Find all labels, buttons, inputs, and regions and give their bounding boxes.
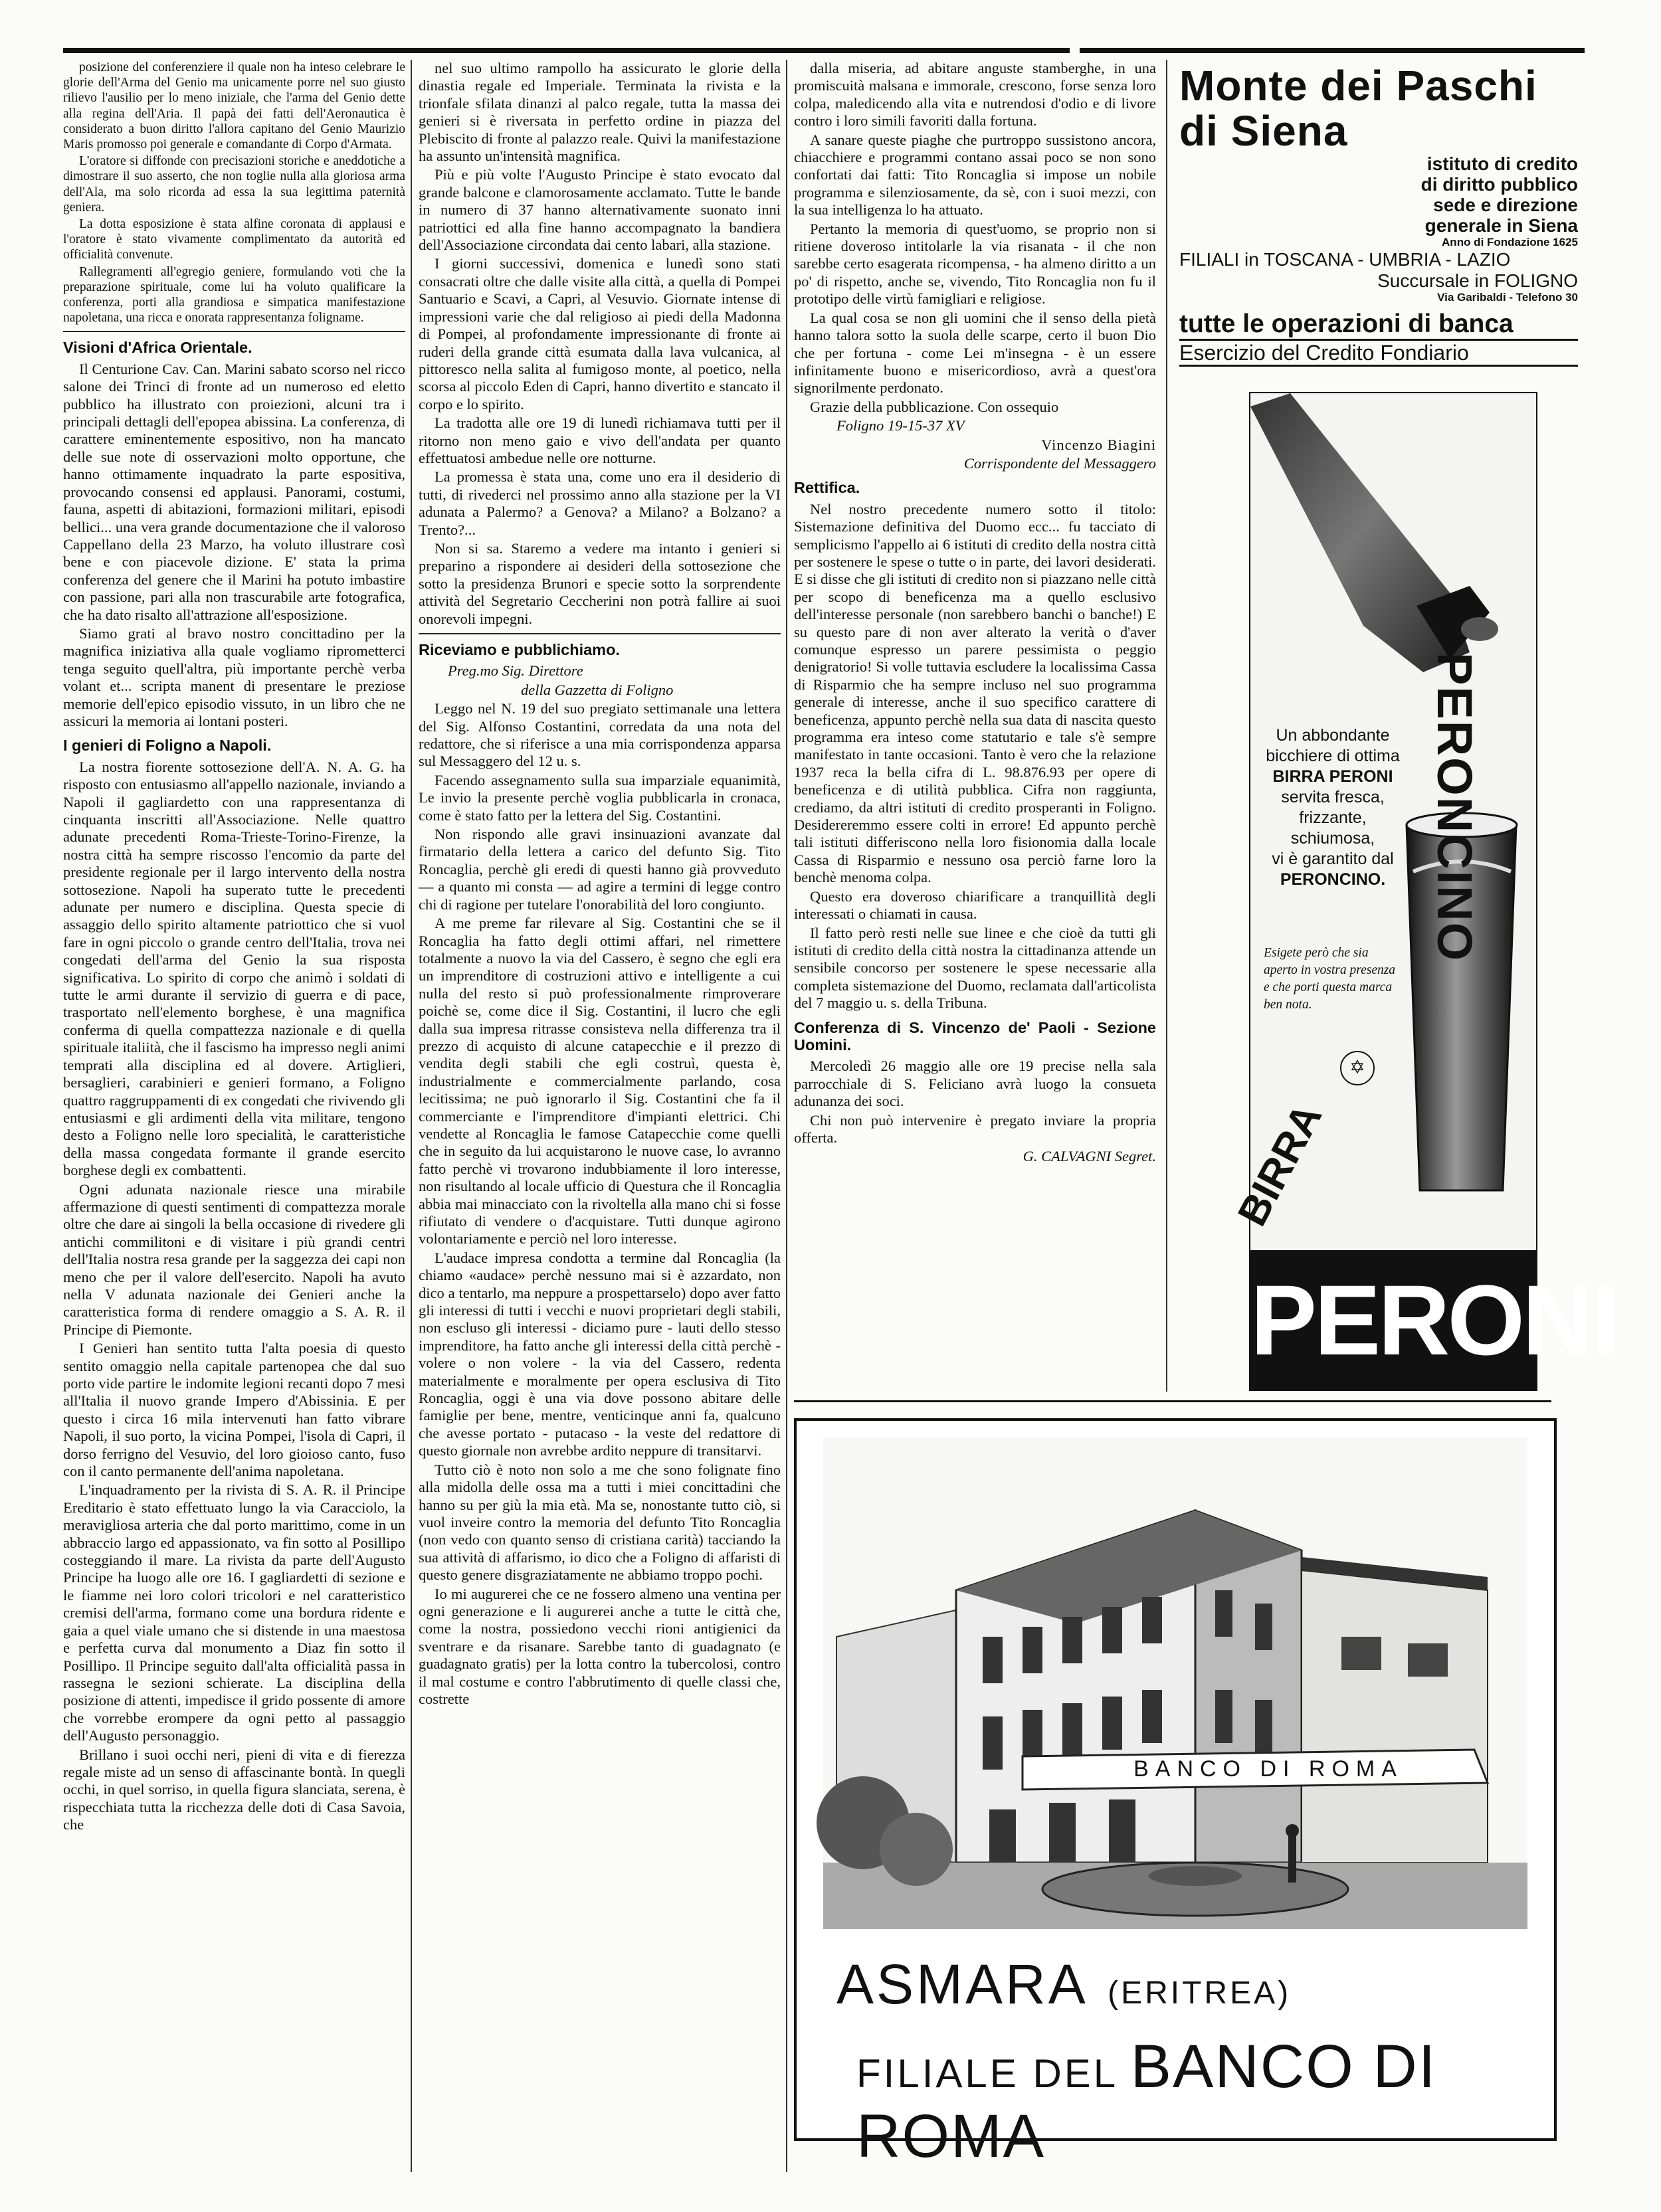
column-divider bbox=[786, 60, 787, 2172]
ad-copy-line: vi è garantito dal bbox=[1272, 850, 1394, 868]
section-heading: Visioni d'Africa Orientale. bbox=[63, 339, 252, 357]
paragraph: nel suo ultimo rampollo ha assicurato le glorie della dinastia regale ed Imperiale. Terminata la rivista e la trionfale sfilata dinanzi al palco regale, tutta la massa dei genieri si è riversata in perfetto ordine in piazza del Plebiscito di fronte al palazzo reale. Quivi la manifestazione ha assunto un'intensità magnifica. bbox=[419, 60, 781, 165]
beer-bottle-illustration bbox=[1250, 393, 1617, 1390]
ad-bank-name: BANCO DI ROMA bbox=[856, 2033, 1437, 2170]
paragraph: posizione del conferenziere il quale non ha inteso celebrare le glorie dell'Arma del Genio ma unicamente porre nel suo giusto rilievo l'ausilio per lo meno iniziale, che l'arma del Genio dette alla regina dell'Aria. Il papà dei fatti dell'Aeronautica è considerato a buon diritto l'allora capitano del Genio Maurizio Maris promosso poi generale e comandante di Corpo d'Armata. bbox=[63, 60, 405, 152]
building-sign: BANCO DI ROMA bbox=[1133, 1756, 1403, 1782]
paragraph: Mercoledì 26 maggio alle ore 19 precise nella sala parrocchiale di S. Feliciano avrà luogo la consueta adunanza dei soci. bbox=[794, 1058, 1156, 1110]
paragraph: I giorni successivi, domenica e lunedì sono stati consacrati oltre che dalle visite alla città, a quella di Pompei Santuario e Scavi, a Capri, al Vesuvio. Giornate intense di impressioni varie che dal religioso ai piedi della Madonna di Pompei, al profondamente impressionante di fronte ai ruderi della grande città esumata dalla lava vulcanica, al pittoresco nella salita al fumigoso monte, al poetico, nella scorsa al piccolo Eden di Capri, hanno divertito e stancato il corpo e lo spirito. bbox=[419, 255, 781, 413]
ad-fondiario: Esercizio del Credito Fondiario bbox=[1179, 339, 1578, 367]
ad-copy bbox=[1260, 725, 1406, 890]
paragraph: Tutto ciò è noto non solo a me che sono folignate fino alla midolla delle ossa ma a tutti i miei concittadini che hanno su per giù la mia età. Ma se, nonostante tutto ciò, si vuol inveire contro la memoria del defunto Tito Roncaglia (non vedo con quanto senso di cristiana carità) tacciando la sua attività di affarismo, io dico che a Foligno di affaristi di questo genere disgraziatamente ne abbiamo troppo pochi. bbox=[419, 1461, 781, 1584]
ad-operations: tutte le operazioni di banca bbox=[1179, 310, 1514, 338]
paragraph: Ogni adunata nazionale riesce una mirabile affermazione di questi sentimenti di compattezza morale oltre che dare ai singoli la bella occasione di rivedere gli antichi commilitoni e di visitare i più grandi centri dell'Italia nostra resa grande per la saggezza dei capi non meno che per il valore dell'esercito. Napoli ha avuto nella V adunata nazionale dei Genieri anche la caratteristica forma di rendere omaggio a S. A. R. il Principe di Piemonte. bbox=[63, 1180, 405, 1338]
ad-branches: FILIALI in TOSCANA - UMBRIA - LAZIO bbox=[1179, 249, 1511, 270]
paragraph: Io mi augurerei che ce ne fossero almeno una ventina per ogni generazione e li augurerei anche a tutte le città che, come la nostra, possiedono vecchi rioni antigienici da sventrare e da risanare. Sarebbe tanto di guadagnato (e guadagnato gratis) per la lotta contro la tubercolosi, contro il mal costume e contro l'abbrutimento di quelle classi che, costrette bbox=[419, 1585, 781, 1707]
salutation: della Gazzetta di Foligno bbox=[521, 681, 674, 698]
ad-banco-di-roma bbox=[794, 1418, 1557, 2170]
paragraph: Il fatto però resti nelle sue linee e che cioè da tutti gli istituti di credito della città nostra la cittadinanza attende un sensibile concorso per sostenere le spese necessarie alla completa sistemazione del Duomo, reclamata dall'articolista del 7 maggio u. s. della Tribuna. bbox=[794, 924, 1156, 1012]
ad-birra: BIRRA bbox=[1229, 1096, 1331, 1234]
paragraph: A me preme far rilevare al Sig. Costantini che se il Roncaglia ha fatto degli ottimi affari, nel rimettere totalmente a nuovo la via del Cassero, è segno che egli era un imprenditore di costruzioni attivo e intelligente a cui nulla del resto si può professionalmente rimproverare poichè se, come dice il Sig. Costantini, il lucro che egli dalla sua impresa ritrasse consisteva nella differenza tra il prezzo di acquisto di alcune catapecchie e il prezzo di vendita degli stabili che egli costruì, questa è, industrialmente e commercialmente parlando, cosa lecitissima; ne può ignorarlo il Sig. Costantini che fa il commerciante e l'imprenditore d'impianti elettrici. Chi vendette al Roncaglia le famose Catapecchie come quelli che in seguito da lui acquistarono le nuove case, lo avranno fatto perchè vi trovarono indubbiamente il loro interesse, non risultando al locale ufficio di Questura che il Roncaglia abbia mai minacciato con la rivoltella alla mano chi si fosse rifiutato di vendere o d'acquistare. Tutti dunque agirono volontariamente e perciò nel loro interesse. bbox=[419, 915, 781, 1247]
paragraph: Questo era doveroso chiarificare a tranquillità degli interessati o chiamati in causa. bbox=[794, 887, 1156, 923]
ad-address: Via Garibaldi - Telefono 30 bbox=[1437, 291, 1578, 304]
paragraph: La qual cosa se non gli uomini che il senso della pietà hanno talora sotto la suola delle scarpe, certo il buon Dio che per fortuna - come Lei m'insegna - è un essere infinitamente buono e misericordioso, avrà a quest'ora signorilmente perdonato. bbox=[794, 309, 1156, 397]
paragraph: L'oratore si diffonde con precisazioni storiche e aneddotiche a dimostrare il suo asserto, che non toglie nulla alla gloriosa arma dell'Ala, ma solo ricorda ad essa la sua legittima paternità geniera. bbox=[63, 154, 405, 215]
ad-line: di diritto pubblico bbox=[1420, 174, 1578, 195]
paragraph: Facendo assegnamento sulla sua imparziale equanimità, Le invio la presente perchè voglia pubblicarla in cronaca, come è stato fatto per la lettera del Sig. Costantini. bbox=[419, 771, 781, 824]
paragraph: Grazie della pubblicazione. Con ossequio bbox=[810, 398, 1059, 415]
section-heading: Rettifica. bbox=[794, 479, 860, 497]
paragraph: Più e più volte l'Augusto Principe è stato evocato dal grande balcone e clamorosamente acclamato. Tutte le bande in numero di 37 hanno alternativamente suonato inni patriottici ed alla fine hanno accompagnato la bandiera dell'Associazione circondata dai cento labari, alla stazione. bbox=[419, 166, 781, 254]
column-divider bbox=[1166, 60, 1167, 1392]
paragraph: L'inquadramento per la rivista di S. A. R. il Principe Ereditario è stato effettuato lungo la via Caracciolo, la meravigliosa arteria che dal porto marittimo, come in un abbraccio largo ed appassionato, va fin sotto al Posillipo costeggiando il mare. La rivista da parte dell'Augusto Principe ha luogo alle ore 16. I gagliardetti di sezione e le fiamme nei loro colori tricolori e nel caratteristico cremisi dell'arma, formano come una bordura ridente e gaia a quel viale umano che si distende in una maestosa e perfetta curva dal monumento a Diaz fin sotto il Posillipo. Il Principe seguito dall'alta officialità passa in rassegna le sezioni schierate. La disciplina della posizione di attenti, impedisce il grido possente di amore che vorrebbe erompere da ogni petto al passaggio dell'Augusto personaggio. bbox=[63, 1481, 405, 1744]
paragraph: La tradotta alle ore 19 di lunedì richiamava tutti per il ritorno non meno gaio e vivo dell'andata per quanto effettuatosi ambedue nelle ore notturne. bbox=[419, 415, 781, 466]
ad-branch-label: FILIALE DEL bbox=[856, 2051, 1117, 2096]
paragraph: Leggo nel N. 19 del suo pregiato settimanale una lettera del Sig. Alfonso Costantini, corredata da una nota del redattore, che si riferisce a una mia corrispondenza apparsa sul Messaggero del 12 u. s. bbox=[419, 700, 781, 770]
top-rule bbox=[63, 48, 1070, 53]
signature: G. CALVAGNI Segret. bbox=[1023, 1148, 1156, 1165]
ad-copy-line: servita fresca, frizzante, schiumosa, bbox=[1281, 788, 1385, 848]
peroncino-vertical: PERONCINO bbox=[1427, 652, 1482, 963]
paragraph: Pertanto la memoria di quest'uomo, se proprio non si ritiene doveroso intitolarle la via risanata - il che non sarebbe certo esagerata ricompensa, - ha almeno diritto a un po' di rispetto, anche se, vivendo, Tito Roncaglia non fu il prototipo delle virtù famigliari e religiose. bbox=[794, 220, 1156, 308]
ad-note: Esigete però che sia aperto in vostra presenza e che porti questa marca ben nota. bbox=[1264, 946, 1396, 1012]
ad-title: Monte dei Paschi bbox=[1179, 62, 1537, 110]
column-1 bbox=[63, 60, 405, 2172]
paragraph: Siamo grati al bravo nostro concittadino per la magnifica iniziativa alla quale vogliamo riprometterci tenga seguito quell'altra, più importante perchè verba volant et... scripta manent di presentare le preziose memorie dell'epico episodio vissuto, in un libro che ne assicuri la memoria ai lontani posteri. bbox=[63, 624, 405, 729]
section-heading: I genieri di Foligno a Napoli. bbox=[63, 737, 272, 755]
ad-branch-line bbox=[856, 2032, 1554, 2171]
building-illustration bbox=[823, 1437, 1527, 1929]
ad-copy-line: BIRRA PERONI bbox=[1272, 767, 1393, 786]
paragraph: A sanare queste piaghe che purtroppo sussistono ancora, chiacchiere e programmi contano assai poco se non sono confortati dai fatti: Tito Roncaglia si impose un nobile programma e silenziosamente, da sè, con i suoi mezzi, con la sua intelligenza lo ha attuato. bbox=[794, 131, 1156, 219]
ad-line: generale in Siena bbox=[1424, 215, 1578, 236]
ad-copy-line: bicchiere di ottima bbox=[1266, 747, 1400, 765]
paragraph: Il Centurione Cav. Can. Marini sabato scorso nel ricco salone dei Trinci di fronte ad un numeroso ed eletto pubblico ha illustrato con proiezioni, alcuni tra i principali dettagli dell'epopea abissina. La conferenza, di carattere eminentemente espositivo, non ha mancato delle sue note di osservazioni molto opportune, che hanno ottimamente inquadrato la parte espositiva, provocando consensi ed applausi. Panorami, costumi, fauna, aspetti di abitazioni, formazioni militari, episodi bellici... una vera grande documentazione che il valoroso Cappellano della 23 Marzo, ha voluto illustrare così bene e con piacevole dizione. E' stata la prima conferenza del genere che il Marini ha potuto imbastire con passione, pari alla non trascurabile arte fotografica, che ha dato risalto all'attrazione all'esposizione. bbox=[63, 360, 405, 623]
paragraph: Chi non può intervenire è pregato inviare la propria offerta. bbox=[794, 1111, 1156, 1146]
ad-succursale: Succursale in FOLIGNO bbox=[1377, 270, 1578, 291]
divider bbox=[63, 331, 405, 332]
paragraph: La nostra fiorente sottosezione dell'A. N. A. G. ha risposto con entusiasmo all'appello nazionale, inviando a Napoli il gagliardetto con una rappresentanza di cinquanta inscritti all'Associazione. Nelle quattro adunate precedenti Roma-Trieste-Torino-Firenze, la nostra città ha sempre riscosso l'encomio da parte del presidente regionale per il largo intervento della nostra sottosezione. Napoli ha superato tutte le precedenti adunate per numero e disciplina. Questa specie di assaggio dello spirito altamente patriottico che si vuol fare in ogni piccolo o grande centro dell'Italia, trova nei congedati dell'arma del Genio la sua risposta significativa. Lo spirito di corpo che animò i soldati di tutte le armi durante il servizio di guerra e di pace, trasportato nell'elemento borghese, è una magnifica conferma di quella compattezza nazionale e di quella spirituale italiità, che il fascismo ha impresso negli animi temprati alla disciplina ed al dovere. Artiglieri, bersaglieri, carabinieri e genieri formano, a Foligno quattro raggruppamenti di ex congedati che rivivendo gli entusiasmi e gli ardimenti della vita militare, tengono desto a Foligno nelle loro specialità, le caratteristiche della massa congedata formante il grande esercito borghese degli ex combattenti. bbox=[63, 758, 405, 1179]
ad-copy-line: Un abbondante bbox=[1276, 726, 1390, 745]
divider bbox=[419, 633, 781, 634]
ad-city: ASMARA bbox=[836, 1953, 1088, 2015]
ad-divider bbox=[794, 1400, 1551, 1402]
column-2 bbox=[419, 60, 781, 2172]
column-3 bbox=[794, 60, 1156, 1385]
section-heading: Conferenza di S. Vincenzo de' Paoli - Sezione Uomini. bbox=[794, 1018, 1156, 1054]
section-heading: Riceviamo e pubblichiamo. bbox=[419, 641, 620, 658]
dateline: Foligno 19-15-37 XV bbox=[836, 417, 965, 434]
ad-location bbox=[836, 1952, 1291, 2017]
signature-title: Corrispondente del Messaggero bbox=[963, 454, 1156, 472]
ad-copy-line: PERONCINO. bbox=[1280, 870, 1386, 889]
ad-region: (ERITREA) bbox=[1108, 1976, 1292, 2011]
paragraph: I Genieri han sentito tutta l'alta poesia di questo sentito omaggio nella capitale partenopea che dal suo porto vide partire le indomite legioni recanti dopo 7 mesi all'Italia il nuovo grande Impero d'Abissinia. E per questo i circa 16 mila intervenuti han fatto vibrare Napoli, il suo porto, la vicina Pompei, l'isola di Capri, il dorso ferrigno del Vesuvio, del loro gioioso canto, fuso con il canto permanente dell'anima napoletana. bbox=[63, 1340, 405, 1480]
signature-name: Vincenzo Biagini bbox=[1041, 436, 1156, 453]
paragraph: Non rispondo alle gravi insinuazioni avanzate dal firmatario della lettera a carico del defunto Sig. Tito Roncaglia, perchè gli eredi di questi hanno già provveduto — a quanto mi consta — ad agire a termini di legge contro chi di ragione per tutelare l'onorabilità del loro congiunto. bbox=[419, 826, 781, 913]
ad-monte-dei-paschi bbox=[1179, 63, 1578, 375]
paragraph: La promessa è stata una, come uno era il desiderio di tutti, di rivederci nel prossimo anno alla stazione per la VI adunata a Palermo? a Genova? a Milano? a Bolzano? a Trento?... bbox=[419, 468, 781, 538]
star-logo-icon: ✡ bbox=[1340, 1051, 1375, 1085]
paragraph: L'audace impresa condotta a termine dal Roncaglia (la chiamo «audace» perchè nessuno mai si è azzardato, non dico a tentarlo, ma neppure a prospettarselo) dopo aver fatto gli interessi di tutti i vecchi e nuovi proprietari degli stabili, non escluso gli interessi - diciamo pure - lauti dello stesso imprenditore, ha fatto anche gli interessi della città perchè - volere o non volere - la via del Cassero, redenta materialmente e moralmente per opera esclusiva di Tito Roncaglia, oggi è una via dove possono abitare delle famiglie per bene, mentre, venticinque anni fa, qualcuno che avesse portato - putacaso - la veste del redattore di questo giornale non avrebbe ardito neppure di transitarvi. bbox=[419, 1249, 781, 1459]
ad-line: sede e direzione bbox=[1433, 195, 1578, 215]
ad-line: istituto di credito bbox=[1426, 153, 1578, 174]
top-rule bbox=[1080, 48, 1585, 53]
paragraph: La dotta esposizione è stata alfine coronata di applausi e l'oratore è stato vivamente complimentato da autorità ed officialità convenute. bbox=[63, 217, 405, 262]
salutation: Preg.mo Sig. Direttore bbox=[448, 662, 583, 680]
paragraph: Brillano i suoi occhi neri, pieni di vita e di fierezza regale miste ad un senso di affascinante bontà. In quegli occhi, in quel sorriso, in quella figura slanciata, serena, è rispecchiata tutta la ricchezza delle doti di Casa Savoia, che bbox=[63, 1746, 405, 1833]
paragraph: Rallegramenti all'egregio geniere, formulando voti che la preparazione spirituale, come lui ha voluto qualificare la conferenza, porti alla grandiosa e simpatica manifestazione napoletana, una ricca e onorata rappresentanza foligname. bbox=[63, 264, 405, 325]
paragraph: Non si sa. Staremo a vedere ma intanto i genieri si preparino a rispondere ai desideri della sottosezione che sotto la presidenza Brunori e specie sotto la sorprendente attività del Segretario Ceccherini non potrà fallire ai suoi onorevoli impegni. bbox=[419, 539, 781, 627]
ad-peroni bbox=[1229, 392, 1617, 1391]
paragraph: dalla miseria, ad abitare anguste stamberghe, in una promiscuità malsana e immorale, crescono, forse senza loro colpa, maledicendo alla vita e nutrendosi d'odio e di livore contro i loro simili favoriti dalla fortuna. bbox=[794, 60, 1156, 130]
column-divider bbox=[411, 60, 412, 2172]
ad-title: di Siena bbox=[1179, 107, 1348, 155]
paragraph: Nel nostro precedente numero sotto il titolo: Sistemazione definitiva del Duomo ecc... fu tacciato di semplicismo l'appello ai 6 istituti di credito della nostra città per sostenere le spese o tutte o in parte, dei lavori desiderati. E si disse che gli istituti di credito non si piazzano nelle città per scopo di beneficenza ma a quello esclusivo dell'interesse personale (non sarebbero banchi o banche!) E su questo pare di non aver alterato la verità o d'aver comunque espresso un parere pessimista o peggio denigratorio! Si volle tuttavia escludere la localissima Cassa di Risparmio che ha sempre incluso nel suo programma generale di interesse, anche il suo specifico carattere di beneficenza, appunto perchè nella sua data di nascita questo programma era inteso come statutario e tale s'è sempre manifestato in tante occasioni. Tanto è vero che la relazione 1937 reca la bella cifra di L. 98.876.93 per opere di beneficenza e di utilità pubblica. Cifra non raggiunta, crediamo, da altri istituti di credito prosperanti in Foligno. Desidereremmo essere colti in errore! Ed appunto perchè tali istituti differiscono nella loro fisionomia dalla locale Cassa di Risparmio e nessuno osa perciò farne loro la benchè menoma colpa. bbox=[794, 500, 1156, 886]
ad-founded: Anno di Fondazione 1625 bbox=[1442, 236, 1578, 248]
ad-brand: PERONI bbox=[1250, 1264, 1617, 1376]
